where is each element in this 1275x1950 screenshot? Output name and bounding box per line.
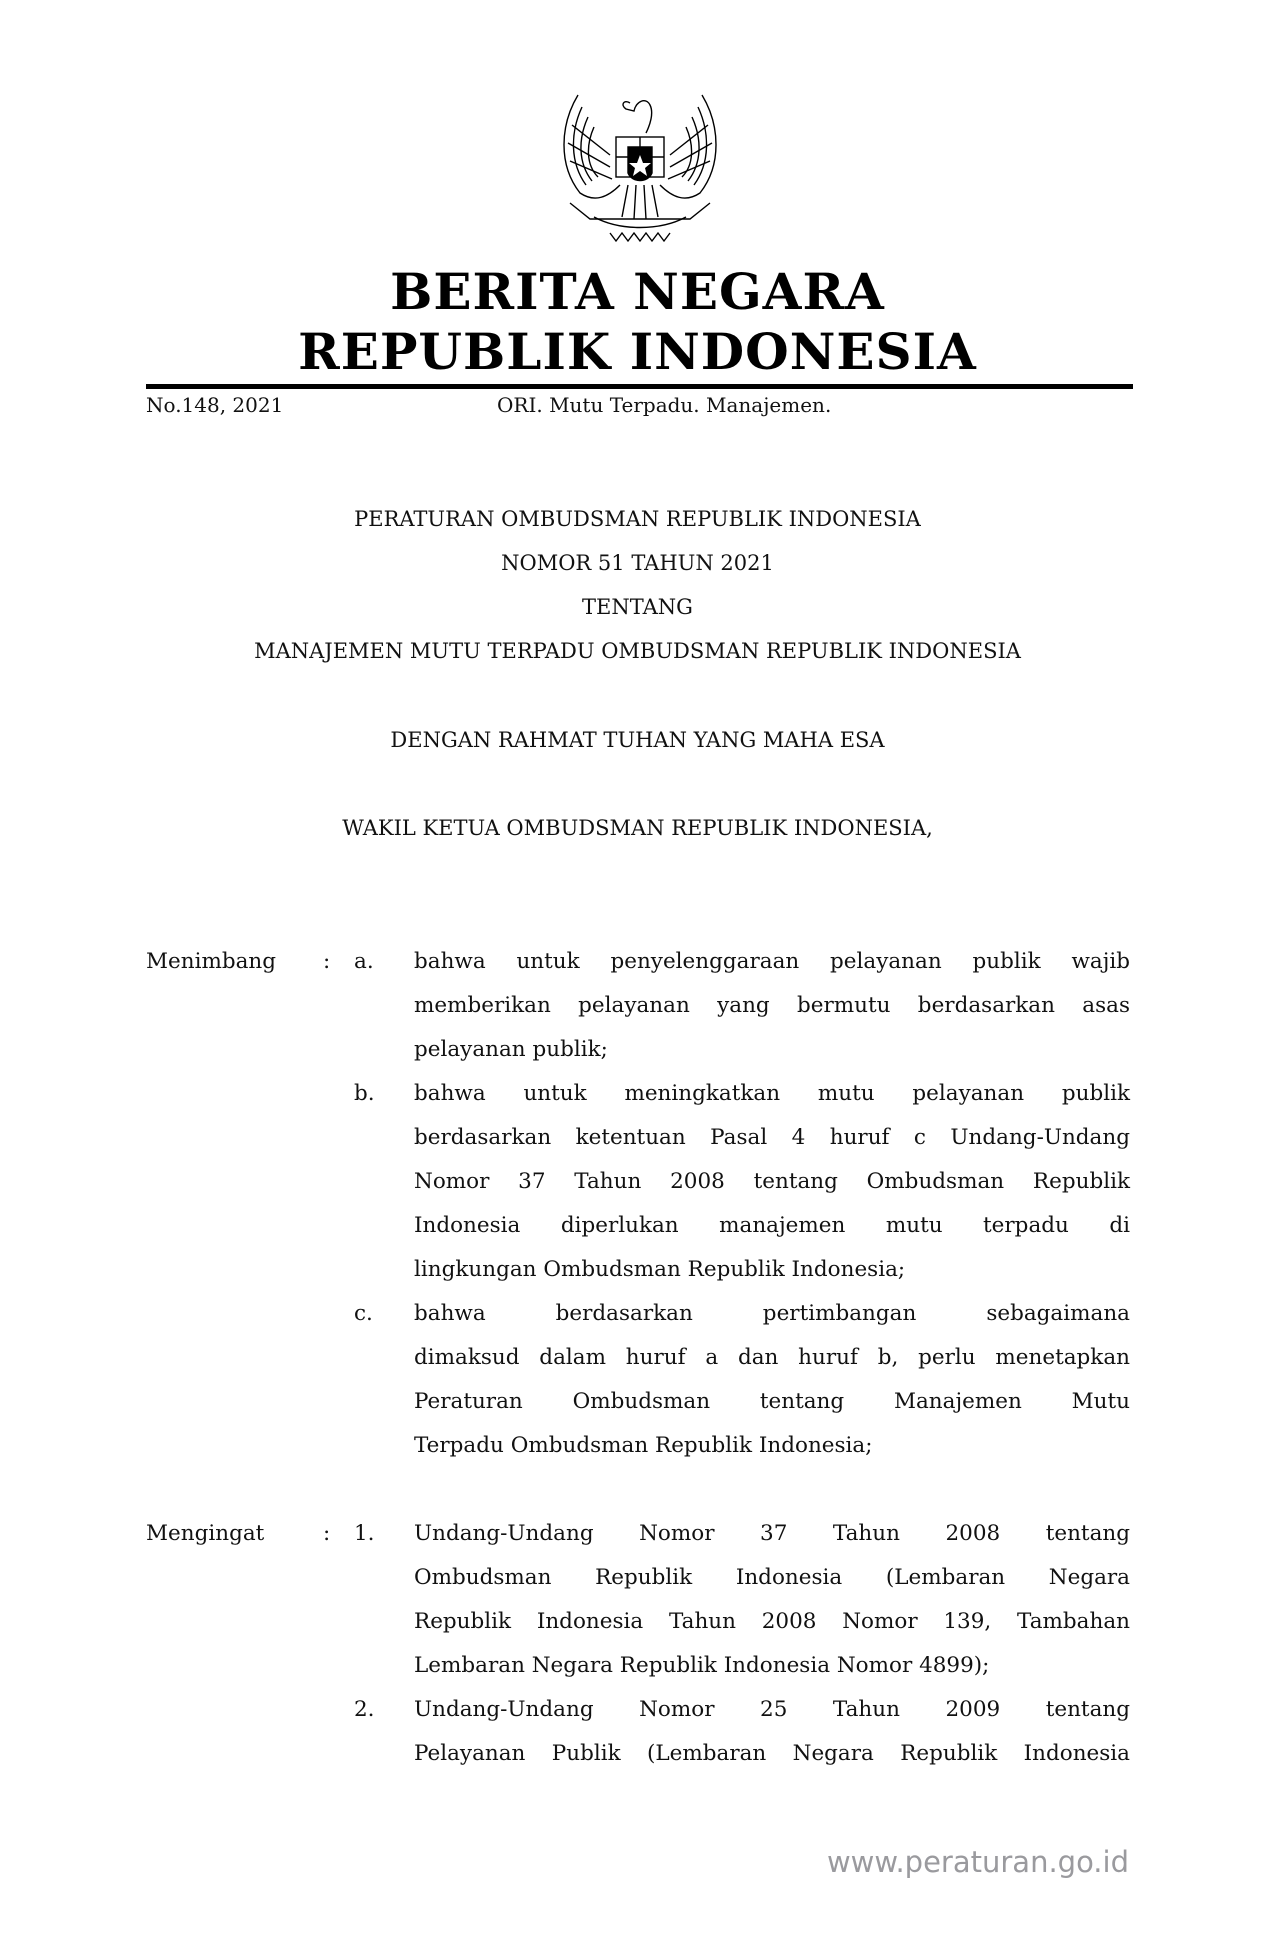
paragraph-line: Undang-Undang Nomor 25 Tahun 2009 tentang: [414, 1697, 1130, 1722]
item-marker: a.: [354, 949, 374, 974]
section-label-menimbang: Menimbang: [146, 949, 277, 974]
source-watermark: www.peraturan.go.id: [826, 1845, 1129, 1879]
item-marker: 1.: [354, 1521, 375, 1546]
paragraph-line: Ombudsman Republik Indonesia (Lembaran Negara: [414, 1565, 1130, 1590]
paragraph-line: Pelayanan Publik (Lembaran Negara Republik Indonesia: [414, 1741, 1130, 1766]
paragraph-line: Terpadu Ombudsman Republik Indonesia;: [414, 1433, 873, 1458]
section-colon: :: [323, 949, 331, 974]
paragraph-line: Indonesia diperlukan manajemen mutu terpadu di: [414, 1213, 1130, 1238]
paragraph-line: Nomor 37 Tahun 2008 tentang Ombudsman Republik: [414, 1169, 1130, 1194]
gazette-title-line2: REPUBLIK INDONESIA: [298, 322, 977, 381]
regulation-subject: MANAJEMEN MUTU TERPADU OMBUDSMAN REPUBLIK INDONESIA: [254, 639, 1021, 663]
item-marker: 2.: [354, 1697, 375, 1722]
paragraph-line: memberikan pelayanan yang bermutu berdasarkan asas: [414, 993, 1130, 1018]
invocation: DENGAN RAHMAT TUHAN YANG MAHA ESA: [390, 728, 885, 752]
paragraph-line: berdasarkan ketentuan Pasal 4 huruf c Undang-Undang: [414, 1125, 1130, 1150]
paragraph-line: bahwa untuk meningkatkan mutu pelayanan publik: [414, 1081, 1130, 1106]
paragraph-line: bahwa untuk penyelenggaraan pelayanan publik wajib: [414, 949, 1130, 974]
paragraph-line: Peraturan Ombudsman tentang Manajemen Mutu: [414, 1389, 1130, 1414]
section-label-mengingat: Mengingat: [146, 1521, 265, 1546]
paragraph-line: bahwa berdasarkan pertimbangan sebagaimana: [414, 1301, 1130, 1326]
garuda-emblem-icon: [550, 85, 730, 250]
paragraph-line: Undang-Undang Nomor 37 Tahun 2008 tentang: [414, 1521, 1130, 1546]
gazette-number: No.148, 2021: [146, 393, 284, 417]
gazette-title-line1: BERITA NEGARA: [390, 262, 885, 321]
paragraph-line: lingkungan Ombudsman Republik Indonesia;: [414, 1257, 906, 1282]
item-marker: c.: [354, 1301, 373, 1326]
paragraph-line: pelayanan publik;: [414, 1037, 608, 1062]
paragraph-line: Republik Indonesia Tahun 2008 Nomor 139, Tambahan: [414, 1609, 1130, 1634]
section-colon: :: [323, 1521, 331, 1546]
regulation-tentang: TENTANG: [582, 595, 693, 619]
gazette-subject: ORI. Mutu Terpadu. Manajemen.: [497, 393, 832, 417]
regulation-number: NOMOR 51 TAHUN 2021: [501, 551, 774, 575]
header-divider: [146, 384, 1133, 389]
paragraph-line: Lembaran Negara Republik Indonesia Nomor 4899);: [414, 1653, 990, 1678]
paragraph-line: dimaksud dalam huruf a dan huruf b, perlu menetapkan: [414, 1345, 1130, 1370]
authority: WAKIL KETUA OMBUDSMAN REPUBLIK INDONESIA,: [342, 816, 933, 840]
regulation-title: PERATURAN OMBUDSMAN REPUBLIK INDONESIA: [354, 507, 921, 531]
item-marker: b.: [354, 1081, 375, 1106]
